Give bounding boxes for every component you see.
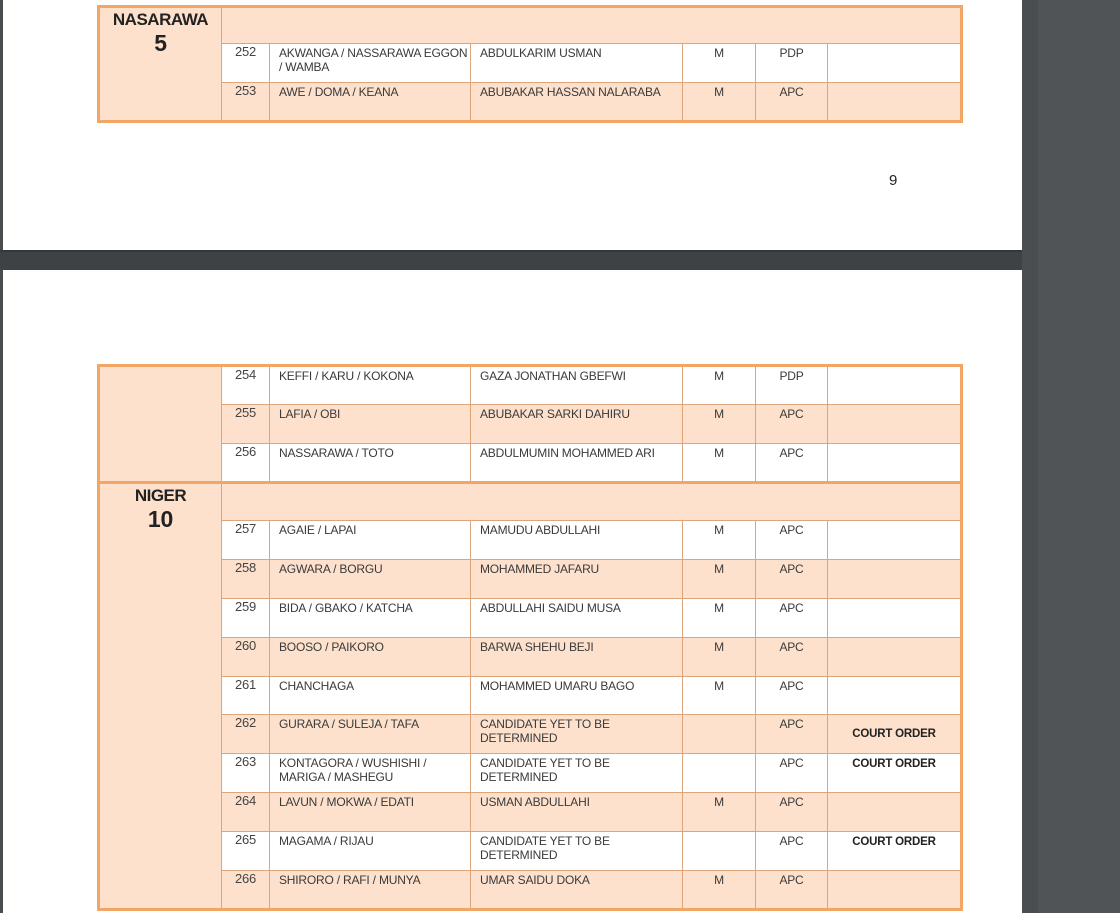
state-cell	[99, 483, 222, 910]
row-number: 264	[222, 793, 270, 832]
constituency: NASSARAWA / TOTO	[270, 444, 471, 483]
remarks	[828, 599, 962, 638]
candidate-name: GAZA JONATHAN GBEFWI	[471, 366, 683, 405]
constituency: AKWANGA / NASSARAWA EGGON / WAMBA	[270, 44, 471, 83]
remarks	[828, 677, 962, 715]
table-row	[99, 521, 962, 560]
row-number: 260	[222, 638, 270, 677]
gender: M	[683, 793, 756, 832]
constituency: SHIRORO / RAFI / MUNYA	[270, 871, 471, 910]
candidate-name: MOHAMMED UMARU BAGO	[471, 677, 683, 715]
remarks: COURT ORDER	[828, 715, 962, 754]
table-row	[99, 793, 962, 832]
constituency: LAVUN / MOKWA / EDATI	[270, 793, 471, 832]
page-number: 9	[889, 172, 898, 189]
state-cell-continued	[99, 366, 222, 483]
table-row	[99, 638, 962, 677]
party: PDP	[756, 366, 828, 405]
candidates-table-page-9	[97, 5, 963, 123]
remarks	[828, 560, 962, 599]
row-number: 254	[222, 366, 270, 405]
row-number: 263	[222, 754, 270, 793]
candidate-name: ABDULLAHI SAIDU MUSA	[471, 599, 683, 638]
party: APC	[756, 832, 828, 871]
state-header-row	[99, 483, 962, 521]
constituency: LAFIA / OBI	[270, 405, 471, 444]
party: APC	[756, 638, 828, 677]
party: APC	[756, 521, 828, 560]
gender: M	[683, 83, 756, 122]
candidate-name: ABDULMUMIN MOHAMMED ARI	[471, 444, 683, 483]
table-row	[99, 715, 962, 754]
table-row	[99, 754, 962, 793]
gender	[683, 715, 756, 754]
remarks	[828, 83, 962, 122]
candidate-name: ABDULKARIM USMAN	[471, 44, 683, 83]
candidate-name: MOHAMMED JAFARU	[471, 560, 683, 599]
row-number: 256	[222, 444, 270, 483]
constituency: AGWARA / BORGU	[270, 560, 471, 599]
party: APC	[756, 599, 828, 638]
pdf-page-9	[3, 0, 1022, 250]
remarks	[828, 521, 962, 560]
table-row	[99, 677, 962, 715]
candidate-name: CANDIDATE YET TO BE DETERMINED	[471, 715, 683, 754]
party: PDP	[756, 44, 828, 83]
state-seat-count: 5	[154, 30, 167, 56]
row-number: 255	[222, 405, 270, 444]
constituency: AWE / DOMA / KEANA	[270, 83, 471, 122]
state-name: NASARAWA	[112, 10, 209, 29]
party: APC	[756, 560, 828, 599]
candidate-name: ABUBAKAR SARKI DAHIRU	[471, 405, 683, 444]
constituency: KONTAGORA / WUSHISHI / MARIGA / MASHEGU	[270, 754, 471, 793]
state-header-fill	[222, 483, 962, 521]
table-row	[99, 405, 962, 444]
gender: M	[683, 444, 756, 483]
party: APC	[756, 871, 828, 910]
gender: M	[683, 871, 756, 910]
constituency: BIDA / GBAKO / KATCHA	[270, 599, 471, 638]
state-cell	[99, 7, 222, 122]
gender	[683, 832, 756, 871]
constituency: BOOSO / PAIKORO	[270, 638, 471, 677]
state-name: NIGER	[134, 486, 187, 505]
pdf-page-10	[3, 270, 1022, 913]
candidates-table-page-10	[97, 364, 963, 911]
gender: M	[683, 560, 756, 599]
state-header-row	[99, 7, 962, 44]
party: APC	[756, 754, 828, 793]
row-number: 265	[222, 832, 270, 871]
state-seat-count: 10	[147, 506, 174, 532]
remarks	[828, 444, 962, 483]
party: APC	[756, 793, 828, 832]
constituency: AGAIE / LAPAI	[270, 521, 471, 560]
table-row	[99, 444, 962, 483]
page-separator	[0, 250, 1022, 270]
gender: M	[683, 521, 756, 560]
constituency: MAGAMA / RIJAU	[270, 832, 471, 871]
remarks	[828, 638, 962, 677]
candidate-name: CANDIDATE YET TO BE DETERMINED	[471, 832, 683, 871]
remarks	[828, 44, 962, 83]
viewer-page-shadow	[1022, 0, 1038, 913]
gender: M	[683, 405, 756, 444]
row-number: 259	[222, 599, 270, 638]
constituency: GURARA / SULEJA / TAFA	[270, 715, 471, 754]
candidate-name: CANDIDATE YET TO BE DETERMINED	[471, 754, 683, 793]
remarks: COURT ORDER	[828, 754, 962, 793]
row-number: 262	[222, 715, 270, 754]
table-row	[99, 366, 962, 405]
candidate-name: MAMUDU ABDULLAHI	[471, 521, 683, 560]
row-number: 252	[222, 44, 270, 83]
gender: M	[683, 44, 756, 83]
table-row	[99, 832, 962, 871]
remarks: COURT ORDER	[828, 832, 962, 871]
gender	[683, 754, 756, 793]
table-row	[99, 599, 962, 638]
table-row	[99, 560, 962, 599]
row-number: 257	[222, 521, 270, 560]
party: APC	[756, 677, 828, 715]
constituency: KEFFI / KARU / KOKONA	[270, 366, 471, 405]
gender: M	[683, 599, 756, 638]
remarks	[828, 871, 962, 910]
constituency: CHANCHAGA	[270, 677, 471, 715]
table-row	[99, 44, 962, 83]
party: APC	[756, 715, 828, 754]
remarks	[828, 405, 962, 444]
remarks	[828, 366, 962, 405]
row-number: 266	[222, 871, 270, 910]
gender: M	[683, 366, 756, 405]
table-row	[99, 83, 962, 122]
remarks	[828, 793, 962, 832]
party: APC	[756, 405, 828, 444]
gender: M	[683, 677, 756, 715]
party: APC	[756, 444, 828, 483]
row-number: 258	[222, 560, 270, 599]
table-row	[99, 871, 962, 910]
party: APC	[756, 83, 828, 122]
candidate-name: UMAR SAIDU DOKA	[471, 871, 683, 910]
candidate-name: USMAN ABDULLAHI	[471, 793, 683, 832]
state-header-fill	[222, 7, 962, 44]
gender: M	[683, 638, 756, 677]
row-number: 253	[222, 83, 270, 122]
candidate-name: ABUBAKAR HASSAN NALARABA	[471, 83, 683, 122]
candidate-name: BARWA SHEHU BEJI	[471, 638, 683, 677]
row-number: 261	[222, 677, 270, 715]
